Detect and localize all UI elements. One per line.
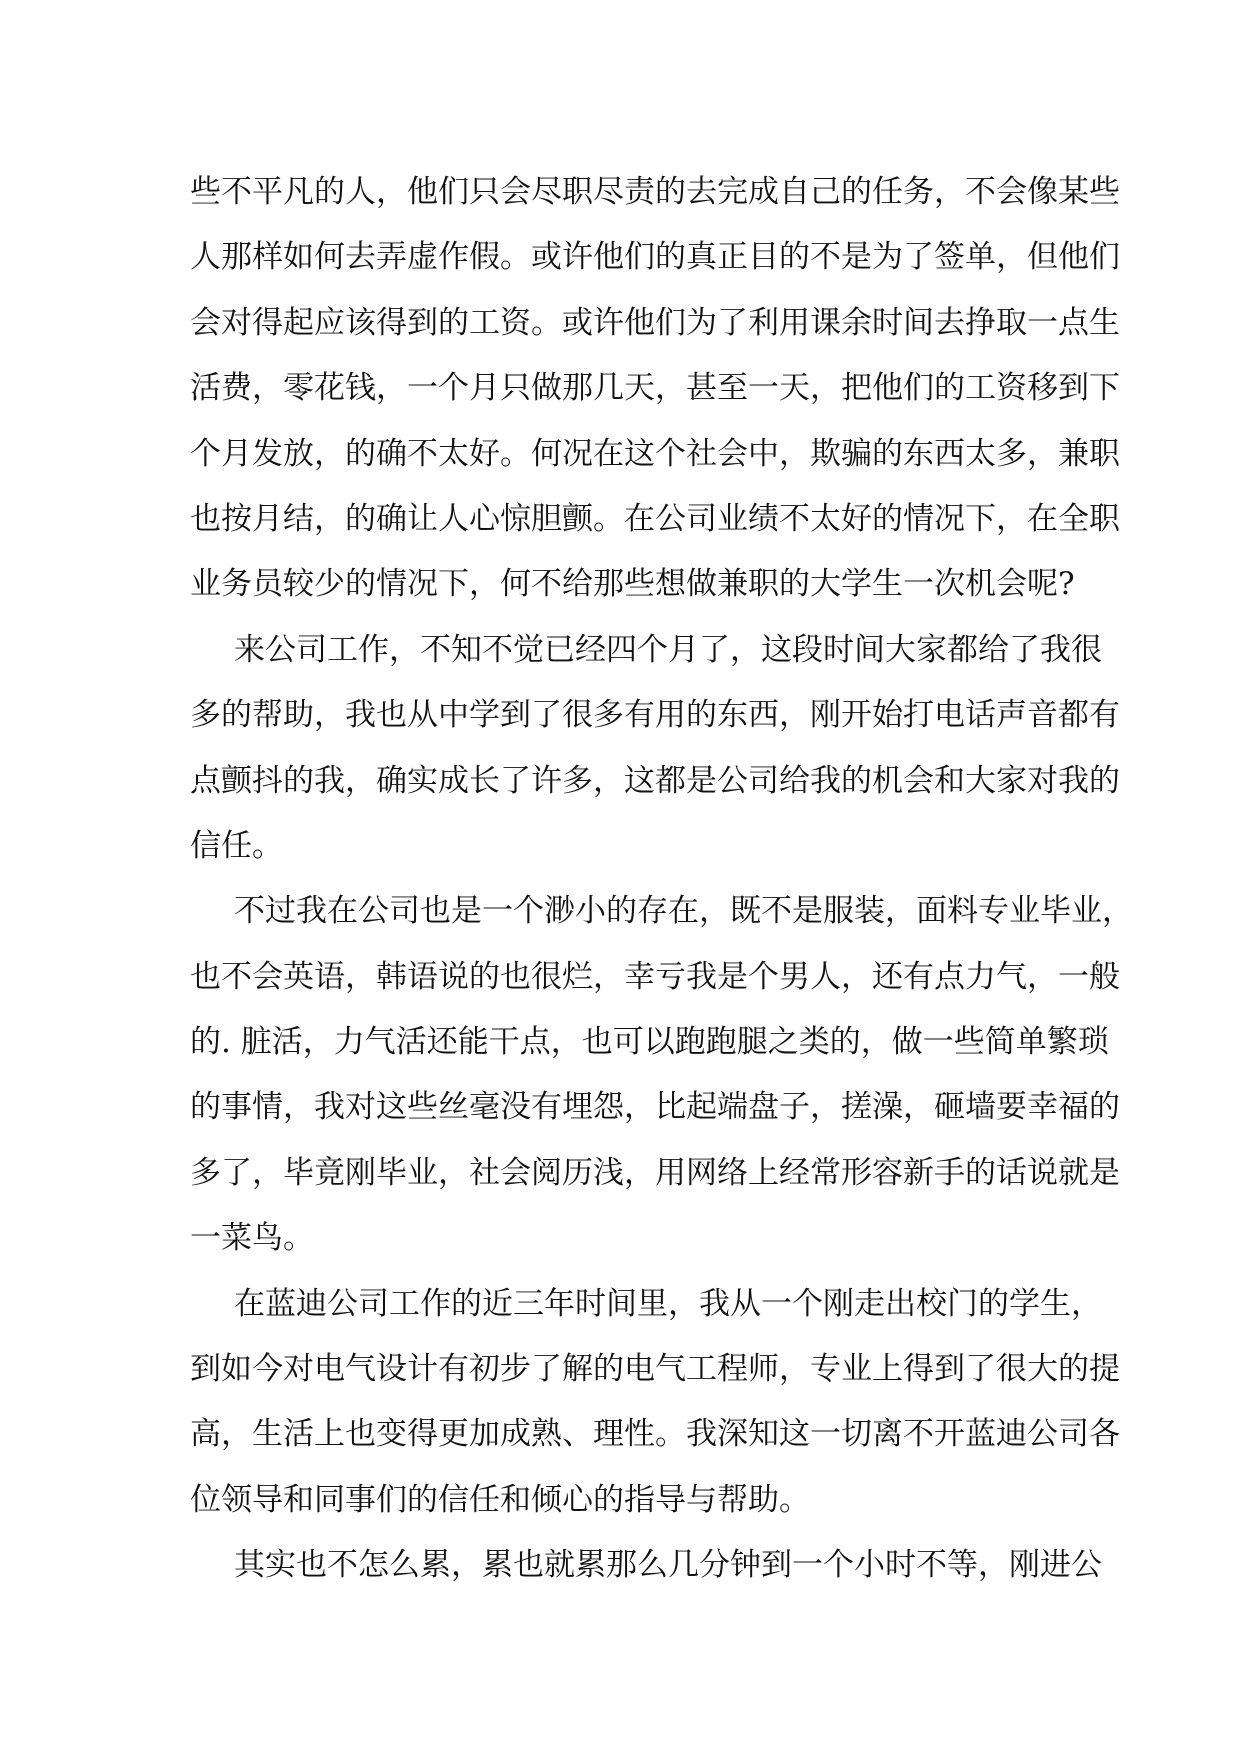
text-line: 些不平凡的人，他们只会尽职尽责的去完成自己的任务，不会像某些: [190, 174, 1120, 210]
text-line: 点颤抖的我，确实成长了许多，这都是公司给我的机会和大家对我的: [190, 762, 1120, 799]
text-line: 其实也不怎么累，累也就累那么几分钟到一个小时不等，刚进公: [234, 1547, 1102, 1584]
text-line: 在蓝迪公司工作的近三年时间里，我从一个刚走出校门的学生，: [234, 1285, 1102, 1322]
text-line: 不过我在公司也是一个渺小的存在，既不是服装，面料专业毕业，: [234, 893, 1133, 930]
text-line: 的事情，我对这些丝毫没有埋怨，比起端盘子，搓澡，砸墙要幸福的: [190, 1089, 1120, 1126]
text-line: 的. 脏活，力气活还能干点，也可以跑跑腿之类的，做一些简单繁琐: [190, 1024, 1109, 1061]
text-line: 个月发放，的确不太好。何况在这个社会中，欺骗的东西太多，兼职: [190, 435, 1120, 472]
text-line: 会对得起应该得到的工资。或许他们为了利用课余时间去挣取一点生: [190, 304, 1120, 341]
paragraph-5: [190, 1533, 1102, 1598]
document-body: [190, 160, 1133, 1599]
text-line: 到如今对电气设计有初步了解的电气工程师，专业上得到了很大的提: [190, 1351, 1120, 1388]
text-line: 也按月结，的确让人心惊胆颤。在公司业绩不太好的情况下，在全职: [190, 500, 1120, 537]
text-line: 多了，毕竟刚毕业，社会阅历浅，用网络上经常形容新手的话说就是: [190, 1154, 1120, 1191]
text-line: 位领导和同事们的信任和倾心的指导与帮助。: [190, 1481, 810, 1518]
text-line: 也不会英语，韩语说的也很烂，幸亏我是个男人，还有点力气，一般: [190, 958, 1120, 995]
text-line: 一菜鸟。: [190, 1220, 314, 1257]
paragraph-4: [190, 1272, 1120, 1534]
text-line: 多的帮助，我也从中学到了很多有用的东西，刚开始打电话声音都有: [190, 697, 1120, 734]
text-line: 来公司工作，不知不觉已经四个月了，这段时间大家都给了我很: [234, 631, 1102, 668]
text-line: 高，生活上也变得更加成熟、理性。我深知这一切离不开蓝迪公司各: [190, 1416, 1120, 1453]
text-line: 活费，零花钱，一个月只做那几天，甚至一天，把他们的工资移到下: [190, 370, 1120, 407]
paragraph-2: [190, 618, 1120, 880]
text-line: 业务员较少的情况下，何不给那些想做兼职的大学生一次机会呢?: [190, 566, 1075, 603]
paragraph-3: [190, 879, 1133, 1271]
text-line: 信任。: [190, 827, 283, 864]
paragraph-1: [190, 160, 1120, 618]
text-line: 人那样如何去弄虚作假。或许他们的真正目的不是为了签单，但他们: [190, 239, 1120, 276]
